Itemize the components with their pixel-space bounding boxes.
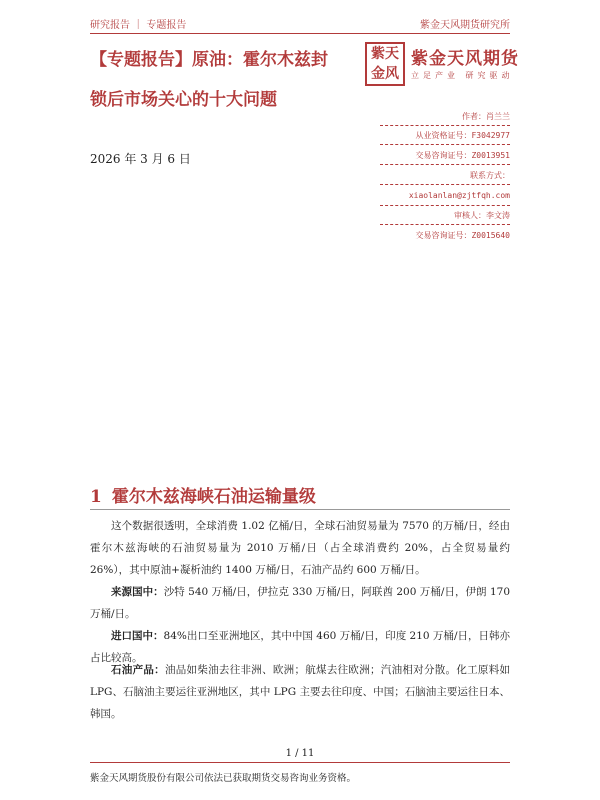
author-qualification: 从业资格证号：F3042977 (415, 131, 510, 140)
products-text: 油品如柴油去往非洲、欧洲；航煤去往欧洲；汽油相对分散。化工原料如 LPG、石脑油主要运往亚洲地区，其中 LPG 主要去往印度、中国；石脑油主要运往日本、韩国。 (90, 664, 511, 720)
footer-divider (90, 762, 510, 763)
company-logo (365, 42, 530, 90)
section-divider (90, 509, 510, 510)
reviewer-consulting: 交易咨询证号：Z0015640 (415, 231, 510, 240)
report-title-line2: 锁后市场关心的十大问题 (90, 90, 277, 110)
footer-disclaimer: 紫金天风期货股份有限公司依法已获取期货交易咨询业务资格。 (90, 773, 357, 784)
section-heading (90, 482, 316, 507)
import-text: 84%出口至亚洲地区，其中中国 460 万桶/日，印度 210 万桶/日，日韩亦占比较高。 (90, 630, 510, 664)
paragraph-products (90, 659, 510, 725)
section-title: 霍尔木兹海峡石油运输量级 (111, 487, 316, 507)
meta-divider (380, 205, 510, 206)
products-label: 石油产品： (111, 664, 165, 676)
meta-divider (380, 184, 510, 185)
report-title (90, 40, 380, 120)
source-label: 来源国中： (111, 586, 164, 598)
section-number: 1 (90, 487, 102, 507)
report-date: 2026 年 3 月 6 日 (90, 152, 191, 166)
import-label: 进口国中： (111, 630, 164, 642)
reviewer-name: 审核人：李文涛 (454, 211, 510, 220)
source-text: 沙特 540 万桶/日，伊拉克 330 万桶/日，阿联酋 200 万桶/日，伊朗 170 万桶/日。 (90, 586, 511, 620)
page-number: 1 / 11 (285, 748, 315, 759)
meta-divider (380, 144, 510, 145)
report-title-line1: 【专题报告】原油：霍尔木兹封 (90, 50, 328, 70)
author-name: 作者：肖兰兰 (462, 112, 510, 121)
contact-label: 联系方式： (470, 171, 510, 180)
paragraph-sources (90, 581, 510, 625)
paragraph-intro: 这个数据很透明，全球消费 1.02 亿桶/日，全球石油贸易量为 7570 的万桶/日，经由霍尔木兹海峡的石油贸易量为 2010 万桶/日（占全球消费约 20%，占全贸易量约 26%），其中原油+凝析油约 1400 万桶/日，石油产品约 600 万桶/日。 (90, 520, 510, 576)
meta-divider (380, 164, 510, 165)
logo-tagline: 立足产业 研究驱动 (411, 71, 514, 80)
header-left: 研究报告 ｜ 专题报告 (90, 20, 187, 31)
logo-name: 紫金天风期货 (411, 49, 519, 69)
meta-divider (380, 125, 510, 126)
header-divider (90, 33, 510, 34)
logo-mark-icon: 紫天 金风 (365, 42, 405, 86)
author-email[interactable]: xiaolanlan@zjtfqh.com (408, 191, 510, 200)
meta-divider (380, 224, 510, 225)
header-right: 紫金天风期货研究所 (420, 20, 510, 31)
author-consulting: 交易咨询证号：Z0013951 (415, 151, 510, 160)
